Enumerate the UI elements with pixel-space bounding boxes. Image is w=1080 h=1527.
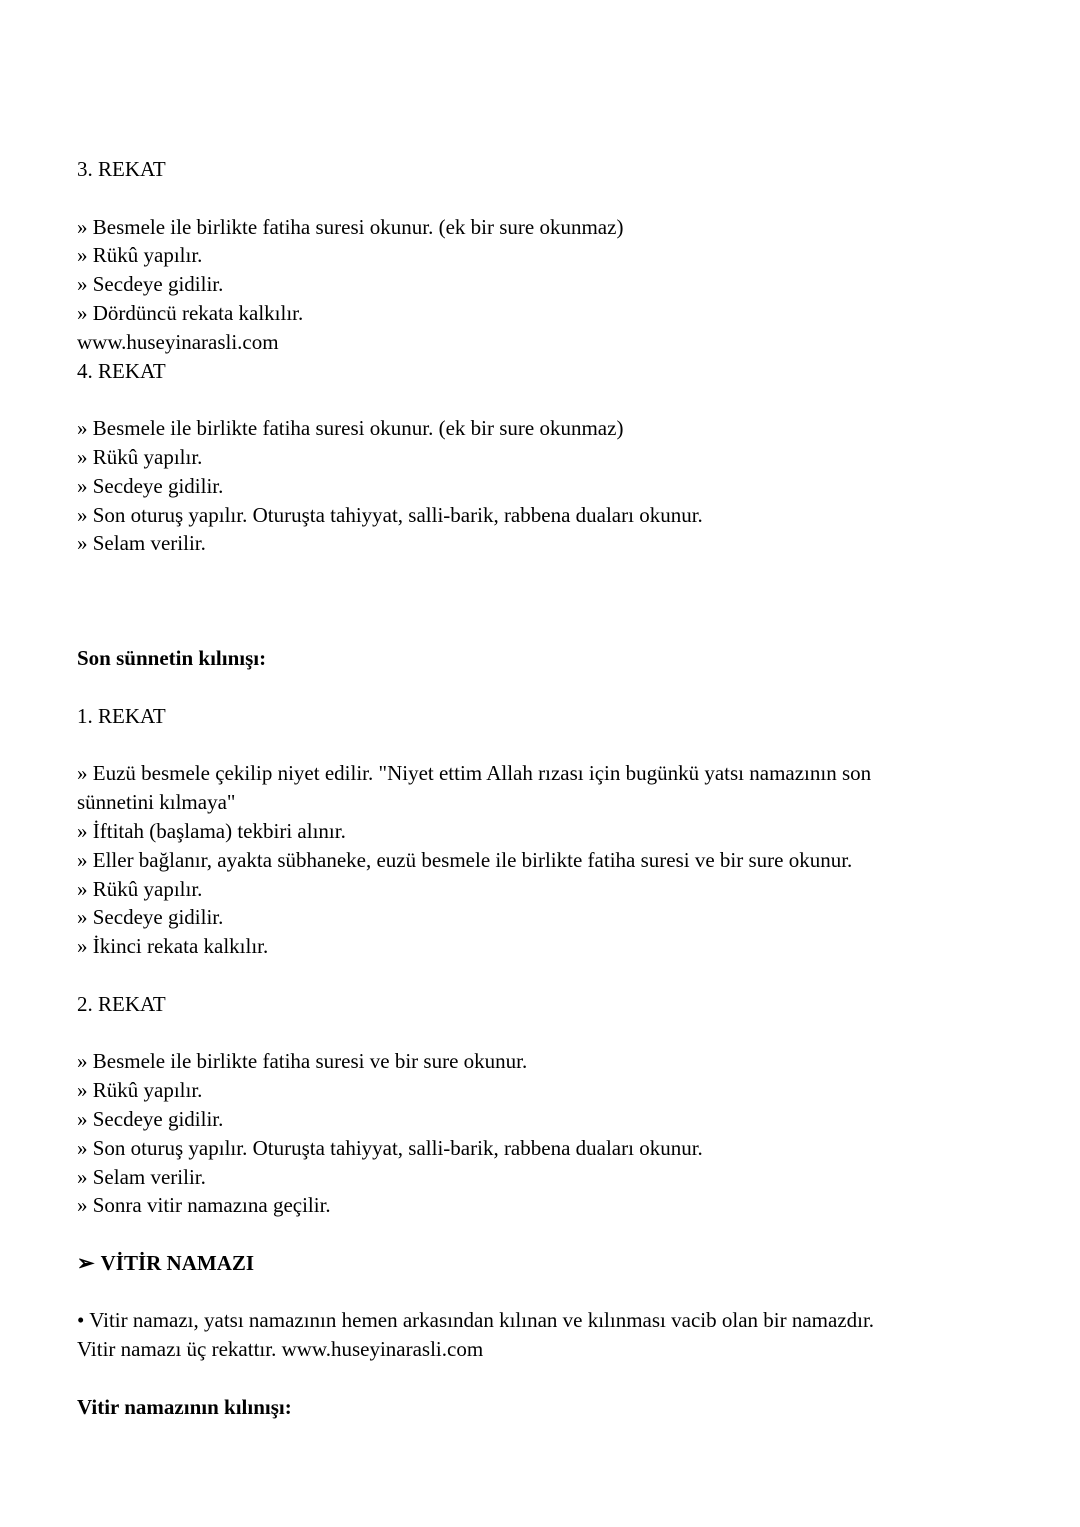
list-item: » Secdeye gidilir. [77,905,224,930]
rekat-1-title: 1. REKAT [77,703,166,728]
list-item: » Besmele ile birlikte fatiha suresi okunur. (ek bir sure okunmaz) [77,214,624,239]
list-item: » Eller bağlanır, ayakta sübhaneke, euzü besmele ile birlikte fatiha suresi ve bir sure okunur. [77,847,853,872]
vitir-paragraph-line-1: • Vitir namazı, yatsı namazının hemen arkasından kılınan ve kılınması vacib olan bir namazdır. [77,1308,875,1333]
rekat-4-title: 4. REKAT [77,358,166,383]
list-item: » Rükû yapılır. [77,876,203,901]
list-item: sünnetini kılmaya" [77,790,236,815]
list-item: » Dördüncü rekata kalkılır. [77,300,304,325]
list-item: » Secdeye gidilir. [77,1106,224,1131]
list-item: » Secdeye gidilir. [77,272,224,297]
list-item: » Selam verilir. [77,1164,206,1189]
rekat-2-title: 2. REKAT [77,991,166,1016]
list-item: » Son oturuş yapılır. Oturuşta tahiyyat, salli-barik, rabbena duaları okunur. [77,502,703,527]
list-item: » Euzü besmele çekilip niyet edilir. "Niyet ettim Allah rızası için bugünkü yatsı namazının son [77,761,872,786]
list-item: » İftitah (başlama) tekbiri alınır. [77,818,346,843]
vitir-heading-text: VİTİR NAMAZI [100,1250,255,1275]
list-item: » Rükû yapılır. [77,1078,203,1103]
document-page [77,155,957,1422]
list-item: » Secdeye gidilir. [77,473,224,498]
website-text: www.huseyinarasli.com [77,329,279,354]
list-item: » Besmele ile birlikte fatiha suresi ve bir sure okunur. [77,1049,528,1074]
list-item: » Besmele ile birlikte fatiha suresi okunur. (ek bir sure okunmaz) [77,416,624,441]
arrow-icon: ➢ [77,1250,95,1275]
list-item: » Selam verilir. [77,531,206,556]
rekat-3-title: 3. REKAT [77,157,166,181]
list-item: » İkinci rekata kalkılır. [77,934,269,959]
son-sunnet-heading: Son sünnetin kılınışı: [77,646,267,671]
list-item: » Son oturuş yapılır. Oturuşta tahiyyat, salli-barik, rabbena duaları okunur. [77,1135,703,1160]
list-item: » Rükû yapılır. [77,444,203,469]
list-item: » Sonra vitir namazına geçilir. [77,1193,331,1218]
vitir-paragraph-line-2: Vitir namazı üç rekattır. www.huseyinarasli.com [77,1337,484,1362]
list-item: » Rükû yapılır. [77,243,203,268]
vitir-heading [77,1249,957,1278]
vitir-kilinisi-heading: Vitir namazının kılınışı: [77,1394,292,1419]
